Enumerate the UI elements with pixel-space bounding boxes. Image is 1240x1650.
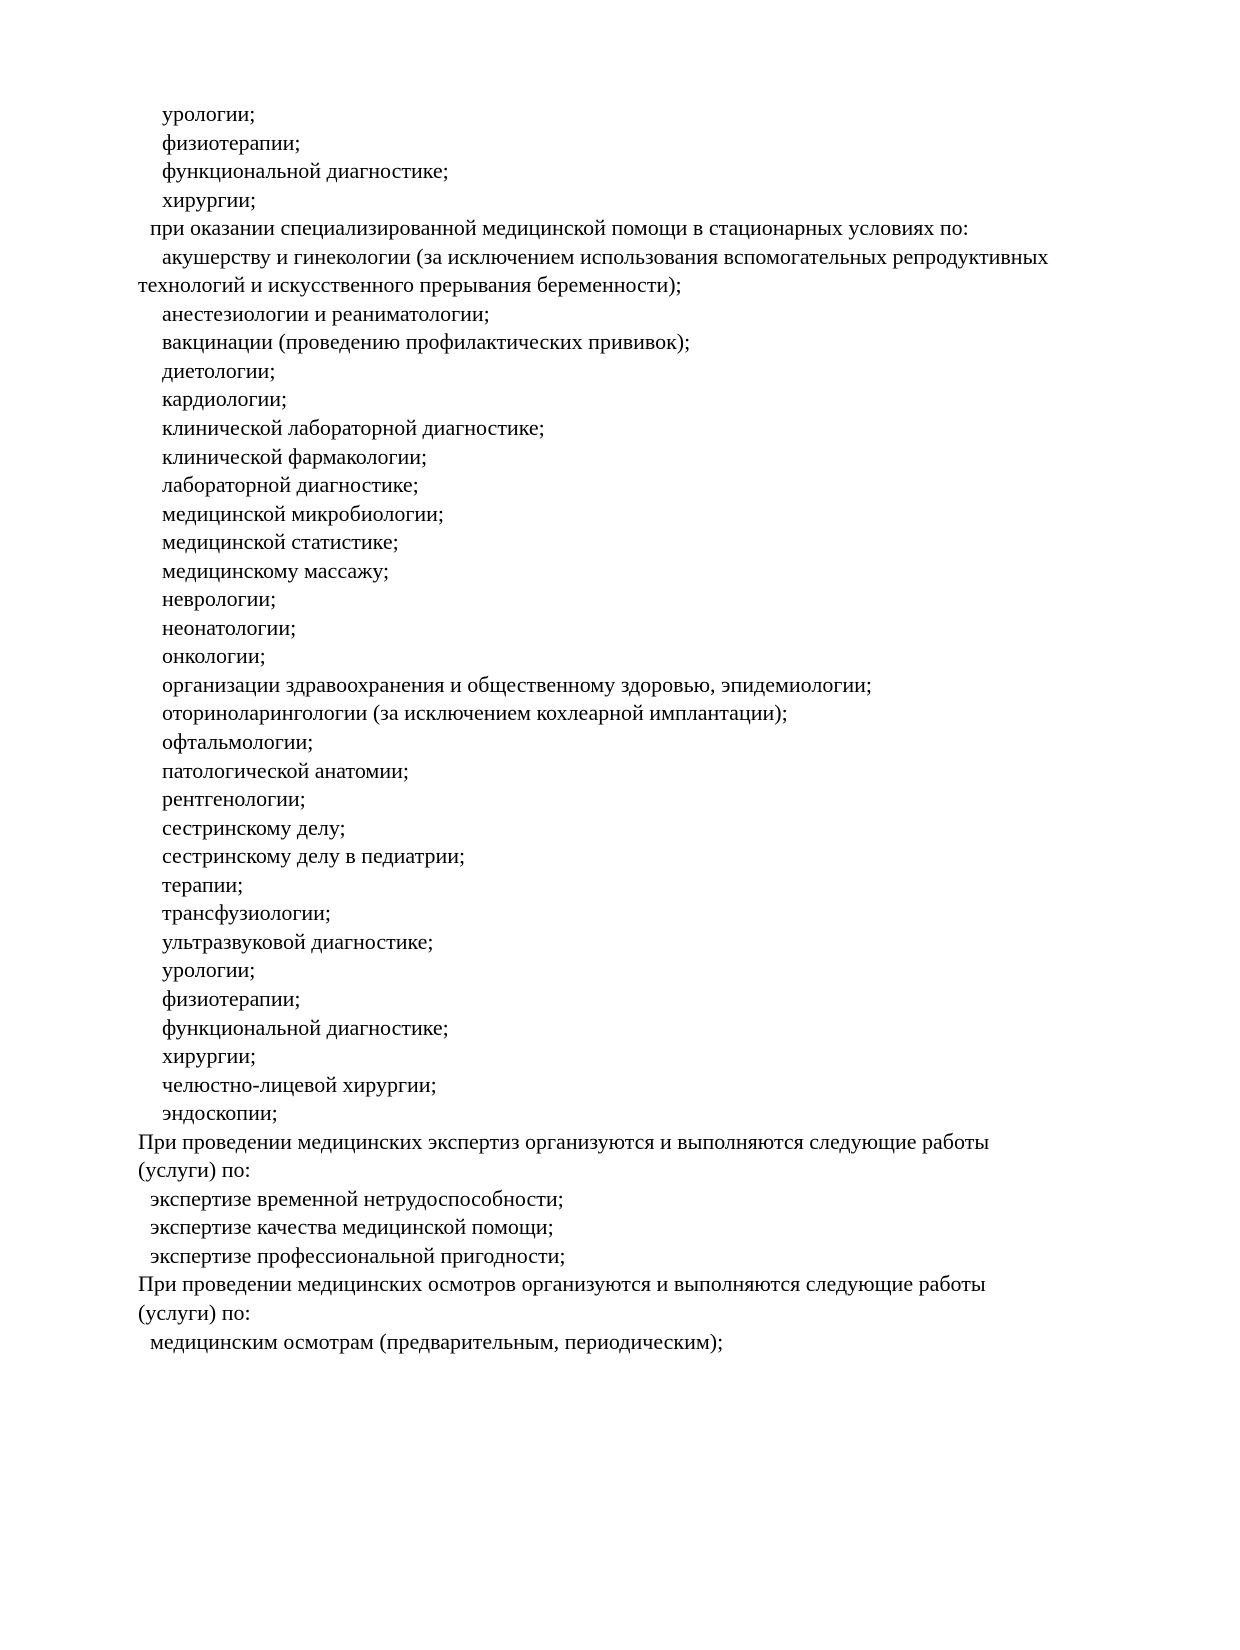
sub-heading-line: при оказании специализированной медицинской помощи в стационарных условиях по: — [150, 215, 969, 241]
list-item: оториноларингологии (за исключением кохлеарной имплантации); — [162, 700, 788, 726]
list-item: сестринскому делу; — [162, 814, 346, 840]
list-item: трансфузиологии; — [162, 900, 331, 926]
sub-heading-line: медицинским осмотрам (предварительным, периодическим); — [150, 1328, 724, 1354]
paragraph-line: (услуги) по: — [138, 1299, 251, 1325]
list-item: медицинскому массажу; — [162, 557, 390, 583]
list-item: челюстно-лицевой хирургии; — [162, 1071, 437, 1097]
list-item: офтальмологии; — [162, 729, 314, 755]
list-item: физиотерапии; — [162, 129, 301, 155]
list-item: анестезиологии и реаниматологии; — [162, 300, 490, 326]
list-item: медицинской статистике; — [162, 529, 399, 555]
list-item: урологии; — [162, 101, 256, 126]
list-item: сестринскому делу в педиатрии; — [162, 843, 466, 869]
list-item: лабораторной диагностике; — [162, 472, 419, 498]
document-body — [138, 100, 1138, 1356]
list-item: урологии; — [162, 957, 256, 983]
list-item: акушерству и гинекологии (за исключением использования вспомогательных репродуктивных — [162, 243, 1049, 269]
paragraph-line: (услуги) по: — [138, 1157, 251, 1183]
list-item: кардиологии; — [162, 386, 288, 412]
list-item: медицинской микробиологии; — [162, 500, 445, 526]
list-item: диетологии; — [162, 357, 276, 383]
list-item: организации здравоохранения и общественному здоровью, эпидемиологии; — [162, 671, 873, 697]
list-item: клинической фармакологии; — [162, 443, 428, 469]
list-item: клинической лабораторной диагностике; — [162, 415, 545, 441]
paragraph-line: технологий и искусственного прерывания беременности); — [138, 272, 682, 298]
paragraph-line: При проведении медицинских осмотров организуются и выполняются следующие работы — [138, 1271, 986, 1297]
list-item: неонатологии; — [162, 614, 297, 640]
paragraph-line: При проведении медицинских экспертиз организуются и выполняются следующие работы — [138, 1128, 990, 1154]
list-item: патологической анатомии; — [162, 757, 409, 783]
list-item: эндоскопии; — [162, 1100, 278, 1126]
list-item: неврологии; — [162, 586, 277, 612]
list-item: онкологии; — [162, 643, 266, 669]
list-item: функциональной диагностике; — [162, 158, 449, 184]
sub-heading-line: экспертизе качества медицинской помощи; — [150, 1214, 554, 1240]
list-item: хирургии; — [162, 186, 257, 212]
list-item: физиотерапии; — [162, 985, 301, 1011]
list-item: функциональной диагностике; — [162, 1014, 449, 1040]
list-item: терапии; — [162, 871, 244, 897]
list-item: хирургии; — [162, 1043, 257, 1069]
list-item: рентгенологии; — [162, 786, 306, 812]
sub-heading-line: экспертизе профессиональной пригодности; — [150, 1242, 566, 1268]
sub-heading-line: экспертизе временной нетрудоспособности; — [150, 1185, 564, 1211]
list-item: вакцинации (проведению профилактических прививок); — [162, 329, 691, 355]
list-item: ультразвуковой диагностике; — [162, 928, 434, 954]
